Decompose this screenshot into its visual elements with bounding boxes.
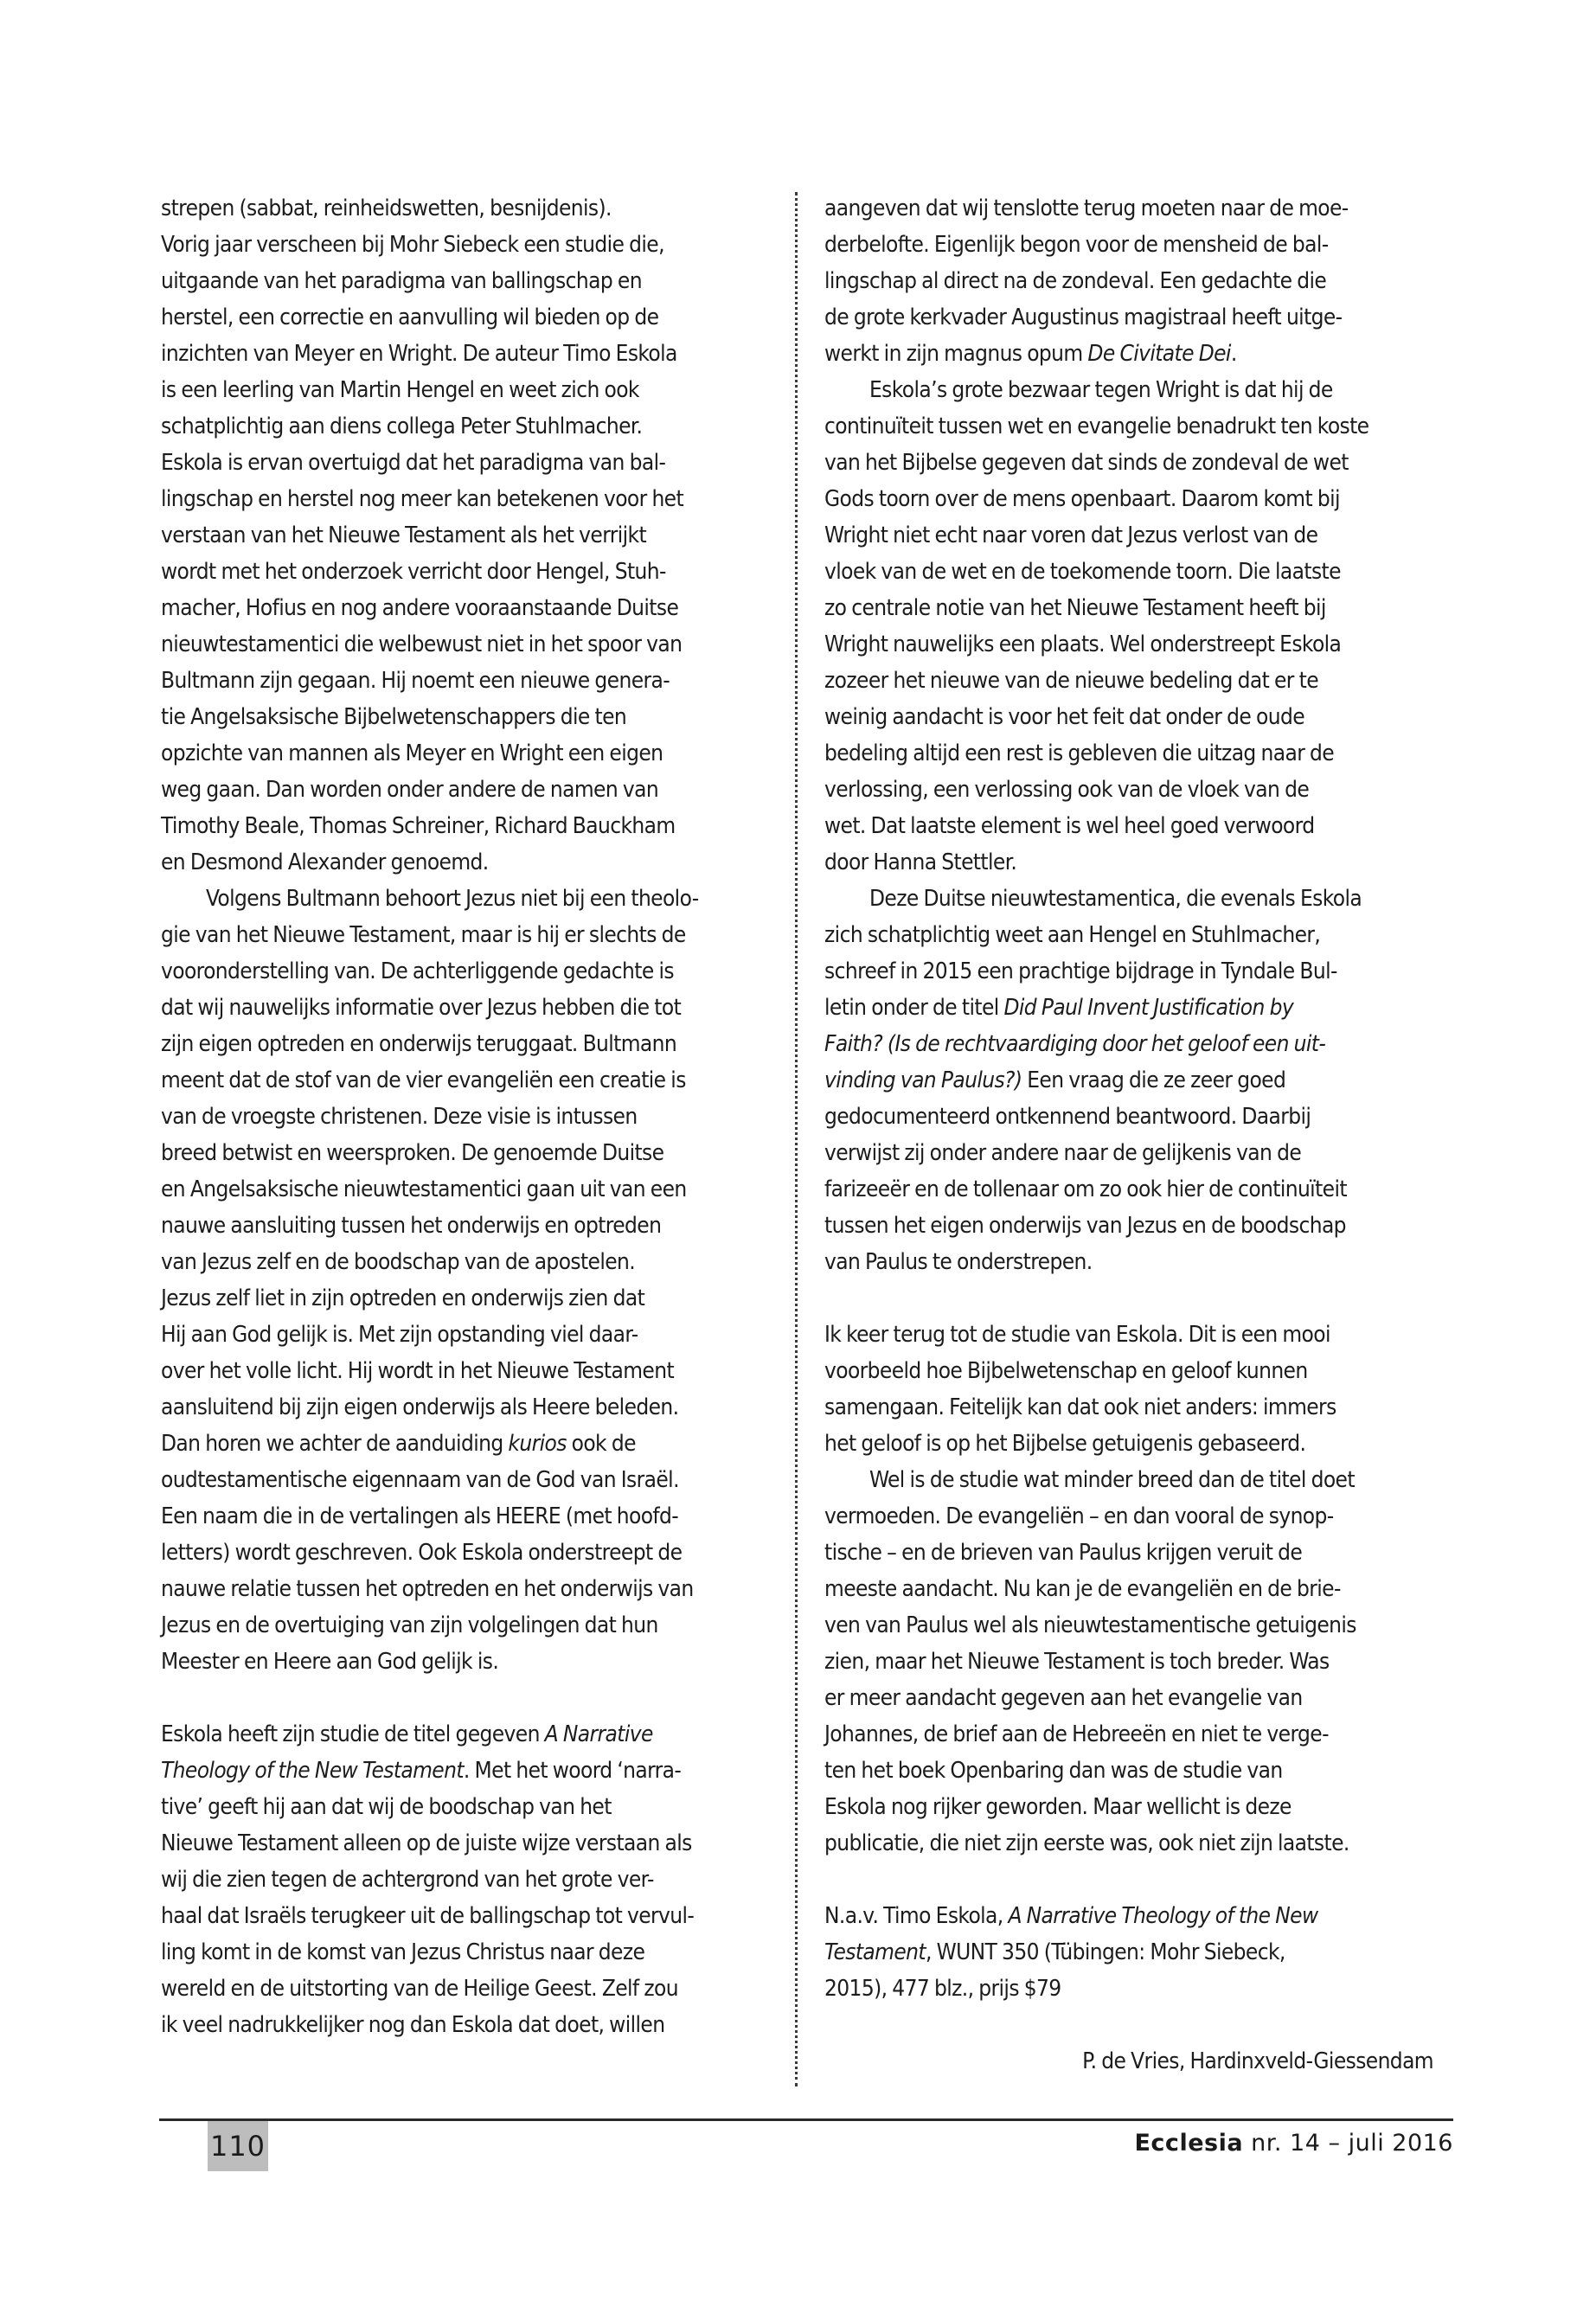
text-segment: Johannes, de brief aan de Hebreeën en niet te verge- bbox=[824, 1721, 1329, 1747]
text-segment: , WUNT 350 (Tübingen: Mohr Siebeck, bbox=[925, 1939, 1285, 1965]
text-segment: uitgaande van het paradigma van ballingschap en bbox=[161, 268, 642, 294]
text-line bbox=[161, 735, 777, 772]
paragraph bbox=[824, 1317, 1440, 1462]
text-line bbox=[824, 1971, 1440, 2007]
text-line bbox=[824, 1753, 1440, 1789]
text-segment: N.a.v. Timo Eskola, bbox=[824, 1903, 1009, 1929]
text-line bbox=[824, 1135, 1440, 1171]
text-segment: ik veel nadrukkelijker nog dan Eskola dat doet, willen bbox=[161, 2012, 665, 2038]
text-line bbox=[824, 1571, 1440, 1607]
text-line bbox=[824, 990, 1440, 1026]
text-segment: tische – en de brieven van Paulus krijgen veruit de bbox=[824, 1540, 1303, 1566]
paragraph bbox=[824, 1462, 1440, 1862]
paragraph-gap bbox=[824, 1862, 1440, 1898]
text-line bbox=[161, 1426, 777, 1462]
italic-text: De Civitate Dei bbox=[1087, 341, 1231, 367]
text-line bbox=[824, 1825, 1440, 1862]
text-segment: nauwe aansluiting tussen het onderwijs en optreden bbox=[161, 1213, 662, 1239]
text-segment: ook de bbox=[566, 1431, 636, 1457]
text-line bbox=[161, 263, 777, 299]
text-line bbox=[824, 2043, 1433, 2080]
text-line bbox=[161, 917, 777, 953]
text-line bbox=[161, 554, 777, 590]
text-line bbox=[161, 336, 777, 372]
text-line bbox=[161, 372, 777, 408]
text-line bbox=[161, 2007, 777, 2043]
text-line bbox=[161, 1317, 777, 1353]
text-segment: meent dat de stof van de vier evangeliën een creatie is bbox=[161, 1067, 686, 1093]
paragraph-gap bbox=[161, 1680, 777, 1716]
text-segment: bedeling altijd een rest is gebleven die uitzag naar de bbox=[824, 740, 1335, 766]
text-line bbox=[161, 408, 777, 445]
text-segment: van de vroegste christenen. Deze visie is intussen bbox=[161, 1104, 638, 1130]
text-line bbox=[824, 1426, 1440, 1462]
text-line bbox=[161, 1607, 777, 1644]
footer-rule bbox=[159, 2118, 1453, 2121]
text-line bbox=[824, 663, 1440, 699]
text-segment: Dan horen we achter de aanduiding bbox=[161, 1431, 509, 1457]
text-segment: wet. Dat laatste element is wel heel goed verwoord bbox=[824, 813, 1315, 839]
text-segment: farizeeër en de tollenaar om zo ook hier de continuïteit bbox=[824, 1176, 1347, 1202]
text-line bbox=[161, 1498, 777, 1535]
text-line bbox=[824, 227, 1440, 263]
text-line bbox=[824, 844, 1440, 881]
text-segment: Jezus zelf liet in zijn optreden en onderwijs zien dat bbox=[161, 1285, 645, 1311]
paragraph bbox=[824, 1898, 1440, 2007]
text-segment: inzichten van Meyer en Wright. De auteur Timo Eskola bbox=[161, 341, 677, 367]
text-segment: letters) wordt geschreven. Ook Eskola onderstreept de bbox=[161, 1540, 683, 1566]
text-line bbox=[161, 1716, 777, 1753]
text-segment: van Paulus te onderstrepen. bbox=[824, 1249, 1093, 1275]
italic-text: Testament bbox=[824, 1939, 926, 1965]
text-segment: gie van het Nieuwe Testament, maar is hij er slechts de bbox=[161, 922, 686, 948]
text-line bbox=[824, 190, 1440, 227]
text-segment: er meer aandacht gegeven aan het evangelie van bbox=[824, 1685, 1303, 1711]
text-line bbox=[161, 1135, 777, 1171]
text-segment: verstaan van het Nieuwe Testament als het verrijkt bbox=[161, 522, 647, 548]
text-line bbox=[161, 1389, 777, 1426]
text-line bbox=[824, 299, 1440, 336]
paragraph bbox=[161, 1716, 777, 2043]
italic-text: Faith? (Is de rechtvaardiging door het geloof een uit- bbox=[824, 1031, 1326, 1057]
text-line bbox=[161, 1934, 777, 1971]
text-segment: vermoeden. De evangeliën – en dan vooral de synop- bbox=[824, 1503, 1334, 1529]
text-line bbox=[824, 1716, 1440, 1753]
text-segment: macher, Hofius en nog andere vooraanstaande Duitse bbox=[161, 595, 679, 621]
text-segment: herstel, een correctie en aanvulling wil bieden op de bbox=[161, 304, 659, 330]
text-line bbox=[161, 1789, 777, 1825]
text-line bbox=[161, 1898, 777, 1934]
text-segment: Wel is de studie wat minder breed dan de titel doet bbox=[869, 1467, 1355, 1493]
text-segment: derbelofte. Eigenlijk begon voor de mensheid de bal- bbox=[824, 232, 1329, 258]
text-line bbox=[824, 1680, 1440, 1716]
text-line bbox=[161, 1244, 777, 1280]
text-line bbox=[824, 481, 1440, 517]
text-segment: zozeer het nieuwe van de nieuwe bedeling dat er te bbox=[824, 668, 1319, 694]
text-segment: verwijst zij onder andere naar de gelijkenis van de bbox=[824, 1140, 1302, 1166]
text-line bbox=[161, 808, 777, 844]
text-segment: nauwe relatie tussen het optreden en het onderwijs van bbox=[161, 1576, 694, 1602]
text-segment: breed betwist en weersproken. De genoemde Duitse bbox=[161, 1140, 664, 1166]
text-segment: haal dat Israëls terugkeer uit de ballingschap tot vervul- bbox=[161, 1903, 695, 1929]
text-segment: Een naam die in de vertalingen als HEERE (met hoofd- bbox=[161, 1503, 679, 1529]
text-line bbox=[824, 517, 1440, 554]
text-segment: publicatie, die niet zijn eerste was, ook niet zijn laatste. bbox=[824, 1830, 1349, 1856]
text-line bbox=[824, 1607, 1440, 1644]
text-line bbox=[824, 917, 1440, 953]
publication-name: Ecclesia bbox=[1134, 2130, 1244, 2157]
paragraph bbox=[161, 190, 777, 227]
text-line bbox=[161, 1208, 777, 1244]
text-segment: weg gaan. Dan worden onder andere de namen van bbox=[161, 777, 659, 803]
text-line bbox=[161, 953, 777, 990]
paragraph bbox=[824, 372, 1440, 881]
text-segment: Eskola’s grote bezwaar tegen Wright is dat hij de bbox=[869, 377, 1333, 403]
text-line bbox=[824, 1462, 1440, 1498]
text-segment: Wright niet echt naar voren dat Jezus verlost van de bbox=[824, 522, 1318, 548]
text-segment: en Desmond Alexander genoemd. bbox=[161, 849, 489, 875]
text-line bbox=[824, 554, 1440, 590]
text-segment: Vorig jaar verscheen bij Mohr Siebeck een studie die, bbox=[161, 232, 664, 258]
text-segment: verlossing, een verlossing ook van de vloek van de bbox=[824, 777, 1310, 803]
text-line bbox=[824, 1789, 1440, 1825]
text-line bbox=[824, 1244, 1440, 1280]
text-segment: meeste aandacht. Nu kan je de evangeliën en de brie- bbox=[824, 1576, 1341, 1602]
text-line bbox=[161, 1280, 777, 1317]
paragraph-gap bbox=[824, 2007, 1440, 2043]
text-line bbox=[161, 844, 777, 881]
text-line bbox=[824, 699, 1440, 735]
text-line bbox=[824, 1934, 1440, 1971]
text-line bbox=[161, 663, 777, 699]
text-segment: wereld en de uitstorting van de Heilige Geest. Zelf zou bbox=[161, 1976, 678, 2002]
text-line bbox=[161, 1825, 777, 1862]
text-line bbox=[824, 1317, 1440, 1353]
text-line bbox=[824, 1026, 1440, 1062]
text-segment: Wright nauwelijks een plaats. Wel onderstreept Eskola bbox=[824, 631, 1342, 657]
text-segment: ten het boek Openbaring dan was de studie van bbox=[824, 1758, 1283, 1784]
text-segment: vloek van de wet en de toekomende toorn. Die laatste bbox=[824, 559, 1341, 585]
text-segment: oudtestamentische eigennaam van de God van Israël. bbox=[161, 1467, 679, 1493]
text-segment: dat wij nauwelijks informatie over Jezus hebben die tot bbox=[161, 995, 682, 1021]
italic-text: Did Paul Invent Justification by bbox=[1003, 995, 1294, 1021]
text-segment: aangeven dat wij tenslotte terug moeten naar de moe- bbox=[824, 195, 1349, 221]
text-line bbox=[161, 1062, 777, 1099]
text-segment: aansluitend bij zijn eigen onderwijs als Heere beleden. bbox=[161, 1394, 679, 1420]
left-column bbox=[161, 190, 777, 2043]
text-line bbox=[161, 1971, 777, 2007]
paragraph bbox=[824, 190, 1440, 372]
text-segment: letin onder de titel bbox=[824, 995, 1004, 1021]
text-line bbox=[161, 1026, 777, 1062]
text-line bbox=[161, 1099, 777, 1135]
text-line bbox=[161, 517, 777, 554]
text-line bbox=[824, 263, 1440, 299]
text-line bbox=[824, 1389, 1440, 1426]
text-segment: Volgens Bultmann behoort Jezus niet bij een theolo- bbox=[206, 886, 699, 912]
text-segment: strepen (sabbat, reinheidswetten, besnijdenis). bbox=[161, 195, 612, 221]
text-line bbox=[824, 1644, 1440, 1680]
text-line bbox=[161, 190, 777, 227]
text-segment: Gods toorn over de mens openbaart. Daarom komt bij bbox=[824, 486, 1340, 512]
text-segment: voorbeeld hoe Bijbelwetenschap en geloof kunnen bbox=[824, 1358, 1308, 1384]
italic-text: Theology of the New Testament bbox=[161, 1758, 464, 1784]
text-line bbox=[161, 772, 777, 808]
text-line bbox=[824, 1062, 1440, 1099]
text-segment: weinig aandacht is voor het feit dat onder de oude bbox=[824, 704, 1305, 730]
text-segment: Hij aan God gelijk is. Met zijn opstanding viel daar- bbox=[161, 1322, 638, 1348]
text-line bbox=[161, 1535, 777, 1571]
text-line bbox=[161, 1753, 777, 1789]
text-line bbox=[824, 1498, 1440, 1535]
text-segment: Deze Duitse nieuwtestamentica, die evenals Eskola bbox=[869, 886, 1362, 912]
signature bbox=[824, 2043, 1440, 2080]
paragraph bbox=[161, 227, 777, 881]
text-line bbox=[824, 808, 1440, 844]
text-line bbox=[161, 699, 777, 735]
text-segment: Een vraag die ze zeer goed bbox=[1022, 1067, 1286, 1093]
text-segment: Bultmann zijn gegaan. Hij noemt een nieuwe genera- bbox=[161, 668, 670, 694]
text-line bbox=[824, 1208, 1440, 1244]
text-segment: nieuwtestamentici die welbewust niet in het spoor van bbox=[161, 631, 683, 657]
text-segment: en Angelsaksische nieuwtestamentici gaan uit van een bbox=[161, 1176, 687, 1202]
text-segment: Timothy Beale, Thomas Schreiner, Richard Bauckham bbox=[161, 813, 676, 839]
paragraph-gap bbox=[824, 1280, 1440, 1317]
right-column bbox=[824, 190, 1440, 2080]
text-line bbox=[161, 1171, 777, 1208]
issue-info: nr. 14 – juli 2016 bbox=[1251, 2130, 1453, 2157]
text-line bbox=[824, 735, 1440, 772]
text-line bbox=[161, 990, 777, 1026]
text-line bbox=[161, 227, 777, 263]
text-line bbox=[161, 299, 777, 336]
text-segment: Jezus en de overtuiging van zijn volgelingen dat hun bbox=[161, 1612, 658, 1638]
text-line bbox=[824, 1353, 1440, 1389]
text-line bbox=[824, 881, 1440, 917]
text-segment: tie Angelsaksische Bijbelwetenschappers die ten bbox=[161, 704, 627, 730]
text-segment: de grote kerkvader Augustinus magistraal heeft uitge- bbox=[824, 304, 1343, 330]
text-segment: door Hanna Stettler. bbox=[824, 849, 1017, 875]
text-line bbox=[161, 1571, 777, 1607]
text-line bbox=[161, 1644, 777, 1680]
text-segment: Ik keer terug tot de studie van Eskola. Dit is een mooi bbox=[824, 1322, 1330, 1348]
text-segment: is een leerling van Martin Hengel en weet zich ook bbox=[161, 377, 639, 403]
text-line bbox=[824, 953, 1440, 990]
text-segment: het geloof is op het Bijbelse getuigenis gebaseerd. bbox=[824, 1431, 1306, 1457]
text-segment: tussen het eigen onderwijs van Jezus en de boodschap bbox=[824, 1213, 1346, 1239]
text-segment: . Met het woord ‘narra- bbox=[463, 1758, 682, 1784]
text-line bbox=[824, 336, 1440, 372]
text-segment: schatplichtig aan diens collega Peter Stuhlmacher. bbox=[161, 413, 643, 439]
text-line bbox=[161, 881, 777, 917]
paragraph bbox=[161, 881, 777, 1680]
text-segment: ling komt in de komst van Jezus Christus naar deze bbox=[161, 1939, 645, 1965]
text-line bbox=[824, 1898, 1440, 1934]
text-line bbox=[824, 372, 1440, 408]
italic-text: vinding van Paulus?) bbox=[824, 1067, 1022, 1093]
italic-text: kurios bbox=[508, 1431, 567, 1457]
text-segment: van het Bijbelse gegeven dat sinds de zondeval de wet bbox=[824, 450, 1349, 476]
text-line bbox=[824, 772, 1440, 808]
text-segment: lingschap en herstel nog meer kan betekenen voor het bbox=[161, 486, 684, 512]
text-segment: ven van Paulus wel als nieuwtestamentische getuigenis bbox=[824, 1612, 1356, 1638]
text-segment: werkt in zijn magnus opum bbox=[824, 341, 1088, 367]
text-line bbox=[161, 626, 777, 663]
text-segment: 2015), 477 blz., prijs $79 bbox=[824, 1976, 1061, 2002]
text-line bbox=[161, 590, 777, 626]
text-segment: over het volle licht. Hij wordt in het Nieuwe Testament bbox=[161, 1358, 675, 1384]
text-segment: Nieuwe Testament alleen op de juiste wijze verstaan als bbox=[161, 1830, 692, 1856]
text-line bbox=[824, 1099, 1440, 1135]
text-line bbox=[161, 1862, 777, 1898]
text-line bbox=[824, 1171, 1440, 1208]
text-segment: tive’ geeft hij aan dat wij de boodschap van het bbox=[161, 1794, 612, 1820]
text-line bbox=[161, 1353, 777, 1389]
italic-text: A Narrative bbox=[544, 1721, 653, 1747]
paragraph bbox=[824, 881, 1440, 1280]
text-segment: . bbox=[1230, 341, 1237, 367]
text-segment: vooronderstelling van. De achterliggende gedachte is bbox=[161, 958, 674, 984]
text-line bbox=[824, 590, 1440, 626]
text-segment: Meester en Heere aan God gelijk is. bbox=[161, 1649, 499, 1675]
page-number-box bbox=[208, 2121, 268, 2171]
text-segment: van Jezus zelf en de boodschap van de apostelen. bbox=[161, 1249, 636, 1275]
text-segment: Eskola nog rijker geworden. Maar wellicht is deze bbox=[824, 1794, 1292, 1820]
text-segment: continuïteit tussen wet en evangelie benadrukt ten koste bbox=[824, 413, 1369, 439]
masthead bbox=[1134, 2130, 1453, 2157]
text-line bbox=[824, 1535, 1440, 1571]
text-line bbox=[161, 481, 777, 517]
text-segment: gedocumenteerd ontkennend beantwoord. Daarbij bbox=[824, 1104, 1311, 1130]
column-divider bbox=[795, 192, 798, 2086]
text-segment: wij die zien tegen de achtergrond van het grote ver- bbox=[161, 1867, 654, 1893]
text-segment: zien, maar het Nieuwe Testament is toch breder. Was bbox=[824, 1649, 1330, 1675]
text-segment: Eskola heeft zijn studie de titel gegeven bbox=[161, 1721, 545, 1747]
text-line bbox=[824, 408, 1440, 445]
text-segment: Eskola is ervan overtuigd dat het paradigma van bal- bbox=[161, 450, 666, 476]
text-segment: zo centrale notie van het Nieuwe Testament heeft bij bbox=[824, 595, 1326, 621]
text-segment: zijn eigen optreden en onderwijs teruggaat. Bultmann bbox=[161, 1031, 677, 1057]
text-segment: opzichte van mannen als Meyer en Wright een eigen bbox=[161, 740, 663, 766]
text-segment: schreef in 2015 een prachtige bijdrage in Tyndale Bul- bbox=[824, 958, 1337, 984]
text-segment: wordt met het onderzoek verricht door Hengel, Stuh- bbox=[161, 559, 666, 585]
text-segment: zich schatplichtig weet aan Hengel en Stuhlmacher, bbox=[824, 922, 1321, 948]
text-line bbox=[161, 445, 777, 481]
text-line bbox=[161, 1462, 777, 1498]
text-line bbox=[824, 626, 1440, 663]
italic-text: A Narrative Theology of the New bbox=[1008, 1903, 1318, 1929]
text-segment: samengaan. Feitelijk kan dat ook niet anders: immers bbox=[824, 1394, 1336, 1420]
page-number: 110 bbox=[209, 2130, 266, 2163]
text-line bbox=[824, 445, 1440, 481]
text-segment: P. de Vries, Hardinxveld-Giessendam bbox=[1082, 2048, 1433, 2074]
text-segment: lingschap al direct na de zondeval. Een gedachte die bbox=[824, 268, 1327, 294]
